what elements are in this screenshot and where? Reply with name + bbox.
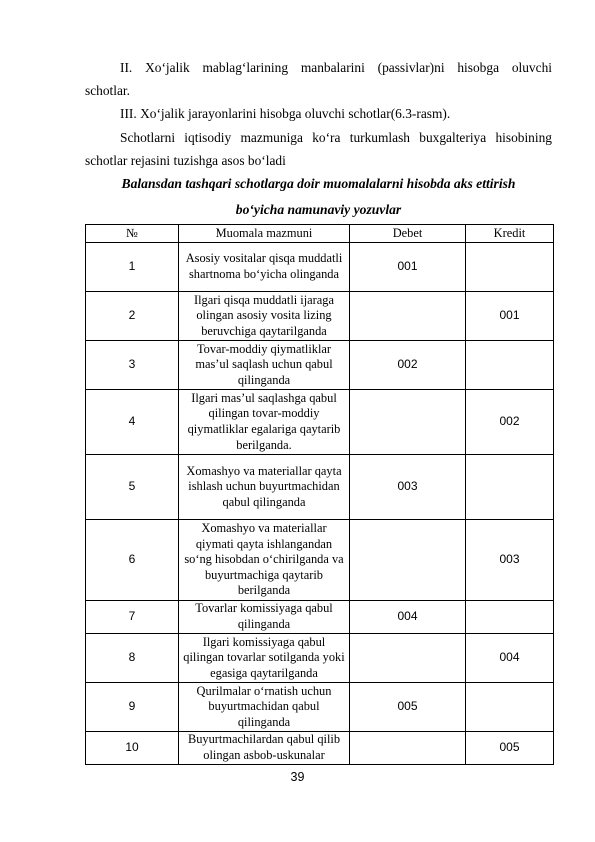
row-debet (350, 520, 466, 601)
entries-table (85, 224, 554, 765)
row-number: 10 (86, 732, 179, 765)
table-row (86, 732, 554, 765)
header-kredit: Kredit (466, 225, 554, 243)
row-debet: 002 (350, 341, 466, 390)
paragraph-3-line-2: schotlar rejasini tuzishga asos bo‘ladi (85, 153, 286, 168)
row-kredit (466, 341, 554, 390)
row-content: Qurilmalar o‘rnatish uchun buyurtmachidan qabul qilinganda (179, 683, 350, 732)
table-row (86, 601, 554, 634)
row-content: Ilgari qisqa muddatli ijaraga olingan asosiy vosita lizing beruvchiga qaytarilganda (179, 292, 350, 341)
table-header-row (86, 225, 554, 243)
row-kredit (466, 455, 554, 520)
row-debet: 003 (350, 455, 466, 520)
row-content: Xomashyo va materiallar qiymati qayta ishlangandan so‘ng hisobdan o‘chirilganda va buyurtmachiga qaytarib berilganda (179, 520, 350, 601)
row-content: Asosiy vositalar qisqa muddatli shartnoma bo‘yicha olinganda (179, 243, 350, 292)
row-debet: 004 (350, 601, 466, 634)
row-kredit: 001 (466, 292, 554, 341)
row-number: 4 (86, 390, 179, 455)
row-number: 3 (86, 341, 179, 390)
row-debet: 005 (350, 683, 466, 732)
row-number: 7 (86, 601, 179, 634)
table-title-line-2: bo‘yicha namunaviy yozuvlar (235, 202, 402, 217)
row-debet: 001 (350, 243, 466, 292)
paragraph-3-line-1: Schotlarni iqtisodiy mazmuniga ko‘ra turkumlash buxgalteriya hisobining (120, 130, 552, 145)
row-number: 9 (86, 683, 179, 732)
row-kredit (466, 683, 554, 732)
row-debet (350, 390, 466, 455)
paragraph-1-line-2: schotlar. (85, 83, 130, 98)
row-number: 6 (86, 520, 179, 601)
row-kredit: 003 (466, 520, 554, 601)
paragraph-1-line-1: II. Xo‘jalik mablag‘larining manbalarini (passivlar)ni hisobga oluvchi (120, 60, 552, 75)
table-row (86, 292, 554, 341)
row-content: Xomashyo va materiallar qayta ishlash uchun buyurtmachidan qabul qilinganda (179, 455, 350, 520)
row-kredit: 005 (466, 732, 554, 765)
row-debet (350, 292, 466, 341)
row-content: Tovarlar komissiyaga qabul qilinganda (179, 601, 350, 634)
row-debet (350, 634, 466, 683)
table-title-line-1: Balansdan tashqari schotlarga doir muomalalarni hisobda aks ettirish (121, 176, 516, 191)
table-row (86, 634, 554, 683)
table-row (86, 390, 554, 455)
table-row (86, 683, 554, 732)
table-row (86, 243, 554, 292)
header-number: № (86, 225, 179, 243)
row-content: Buyurtmachilardan qabul qilib olingan asbob-uskunalar (179, 732, 350, 765)
page-number: 39 (290, 770, 305, 784)
table-row (86, 455, 554, 520)
row-content: Tovar-moddiy qiymatliklar mas’ul saqlash uchun qabul qilinganda (179, 341, 350, 390)
header-debet: Debet (350, 225, 466, 243)
row-debet (350, 732, 466, 765)
row-number: 5 (86, 455, 179, 520)
row-number: 1 (86, 243, 179, 292)
row-kredit: 004 (466, 634, 554, 683)
row-kredit (466, 601, 554, 634)
table-row (86, 341, 554, 390)
row-content: Ilgari mas’ul saqlashga qabul qilingan tovar-moddiy qiymatliklar egalariga qaytarib berilganda. (179, 390, 350, 455)
row-kredit: 002 (466, 390, 554, 455)
row-number: 2 (86, 292, 179, 341)
row-content: Ilgari komissiyaga qabul qilingan tovarlar sotilganda yoki egasiga qaytarilganda (179, 634, 350, 683)
row-number: 8 (86, 634, 179, 683)
table-row (86, 520, 554, 601)
paragraph-2: III. Xo‘jalik jarayonlarini hisobga oluvchi schotlar(6.3-rasm). (120, 106, 451, 121)
header-content: Muomala mazmuni (179, 225, 350, 243)
row-kredit (466, 243, 554, 292)
